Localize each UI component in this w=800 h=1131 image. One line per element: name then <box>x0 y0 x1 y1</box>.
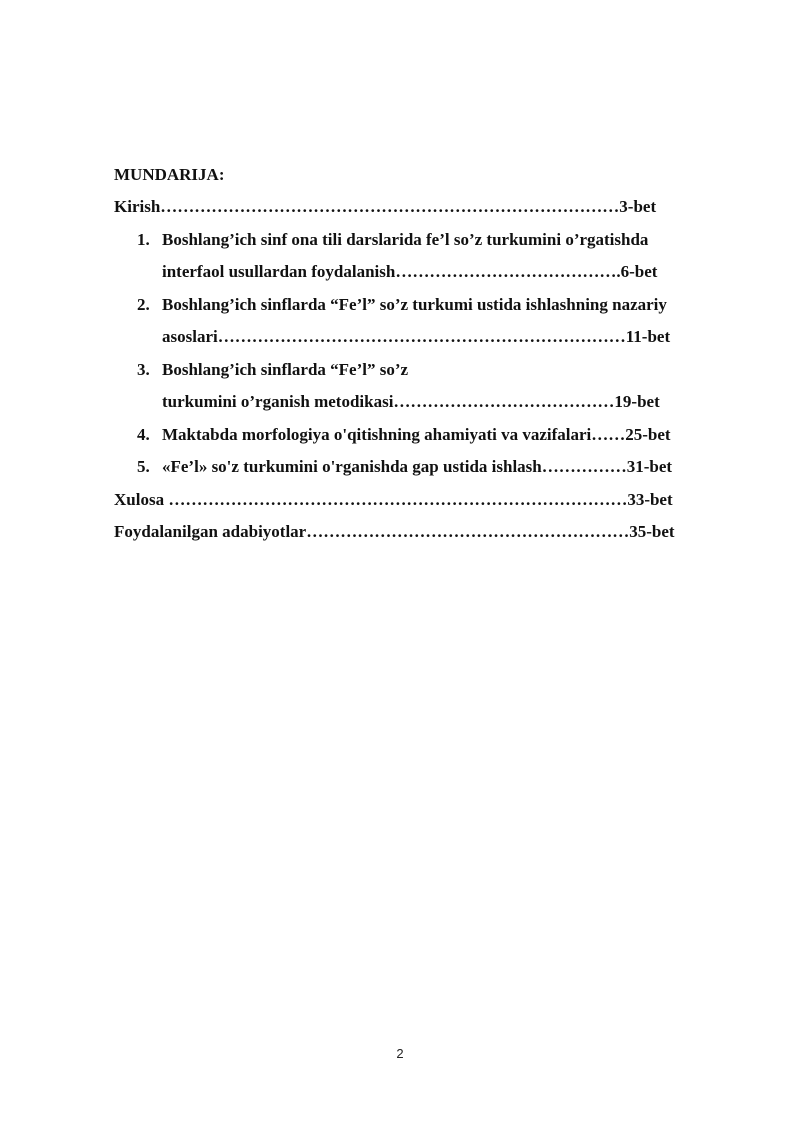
toc-item-number: 1. <box>137 230 150 249</box>
toc-title: MUNDARIJA: <box>114 165 225 184</box>
toc-item-text: Maktabda morfologiya o'qitishning ahamiyati va vazifalari……25-bet <box>162 425 671 444</box>
toc-item-1 <box>137 228 648 252</box>
toc-item-text: Boshlang’ich sinflarda “Fe’l” so’z turkumi ustida ishlashning nazariy <box>162 295 667 314</box>
toc-item-4 <box>137 423 671 447</box>
toc-item-text: Boshlang’ich sinf ona tili darslarida fe’l so’z turkumini o’rgatishda <box>162 230 649 249</box>
toc-item-3-continuation: turkumini o’rganish metodikasi…………………………………19-bet <box>162 392 660 411</box>
toc-item-3 <box>137 358 408 382</box>
toc-entry-intro: Kirish………………………………………………………………………3-bet <box>114 197 657 216</box>
toc-item-number: 3. <box>137 360 150 379</box>
toc-item-text: Boshlang’ich sinflarda “Fe’l” so’z <box>162 360 409 379</box>
toc-entry-references: Foydalanilgan adabiyotlar…………………………………………………35-bet <box>114 522 675 541</box>
toc-item-text: «Fe’l» so'z turkumini o'rganishda gap ustida ishlash……………31-bet <box>162 457 673 476</box>
toc-item-2-continuation: asoslari………………………………………………………………11-bet <box>162 327 671 346</box>
toc-item-number: 2. <box>137 295 150 314</box>
toc-item-1-continuation: interfaol usullardan foydalanish………………………………….6-bet <box>162 262 658 281</box>
toc-item-5 <box>137 455 672 479</box>
page-number: 2 <box>396 1046 404 1061</box>
toc-item-number: 4. <box>137 425 150 444</box>
toc-item-2 <box>137 293 667 317</box>
toc-item-number: 5. <box>137 457 150 476</box>
toc-entry-conclusion: Xulosa ………………………………………………………………………33-bet <box>114 490 673 509</box>
